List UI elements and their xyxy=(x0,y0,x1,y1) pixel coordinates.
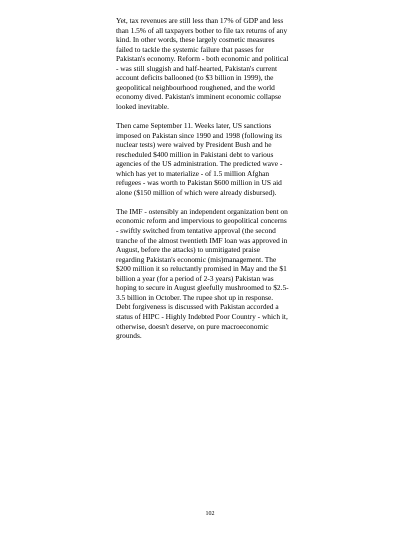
paragraph-imf: The IMF - ostensibly an independent organization bent on economic reform and impervious to geopolitical concerns - swiftly switched from tentative approval (the second tranche of the almost twentieth IMF loan was approved in August, before the attacks) to unmitigated praise regarding Pakistan's economic (mis)management. The $200 million it so reluctantly promised in May and the $1 billion a year (for a period of 2-3 years) Pakistan was hoping to secure in August gleefully mushroomed to $2.5- 3.5 billion in October. The rupee shot up in response. Debt forgiveness is discussed with Pakistan accorded a status of HIPC - Highly Indebted Poor Country - which it, otherwise, doesn't deserve, on pure macroeconomic grounds. xyxy=(116,206,289,341)
page-number: 102 xyxy=(205,511,215,517)
paragraph-tax-revenues: Yet, tax revenues are still less than 17% of GDP and less than 1.5% of all taxpayers bother to file tax returns of any kind. In other words, these largely cosmetic measures failed to tackle the systemic failure that passes for Pakistan's economy. Reform - both economic and political - was still sluggish and half-hearted, Pakistan's current account deficits ballooned (to $3 billion in 1999), the geopolitical neighbourhood roughened, and the world economy dived. Pakistan's imminent economic collapse looked inevitable. xyxy=(116,16,289,111)
paragraph-september-11: Then came September 11. Weeks later, US sanctions imposed on Pakistan since 1990 and 1998 (following its nuclear tests) were waived by President Bush and he rescheduled $400 million in Pakistani debt to various agencies of the US administration. The predicted wave - which has yet to materialize - of 1.5 million Afghan refugees - was worth to Pakistan $600 million in US aid alone ($150 million of which were already disbursed). xyxy=(116,121,283,197)
body-text xyxy=(116,16,316,350)
